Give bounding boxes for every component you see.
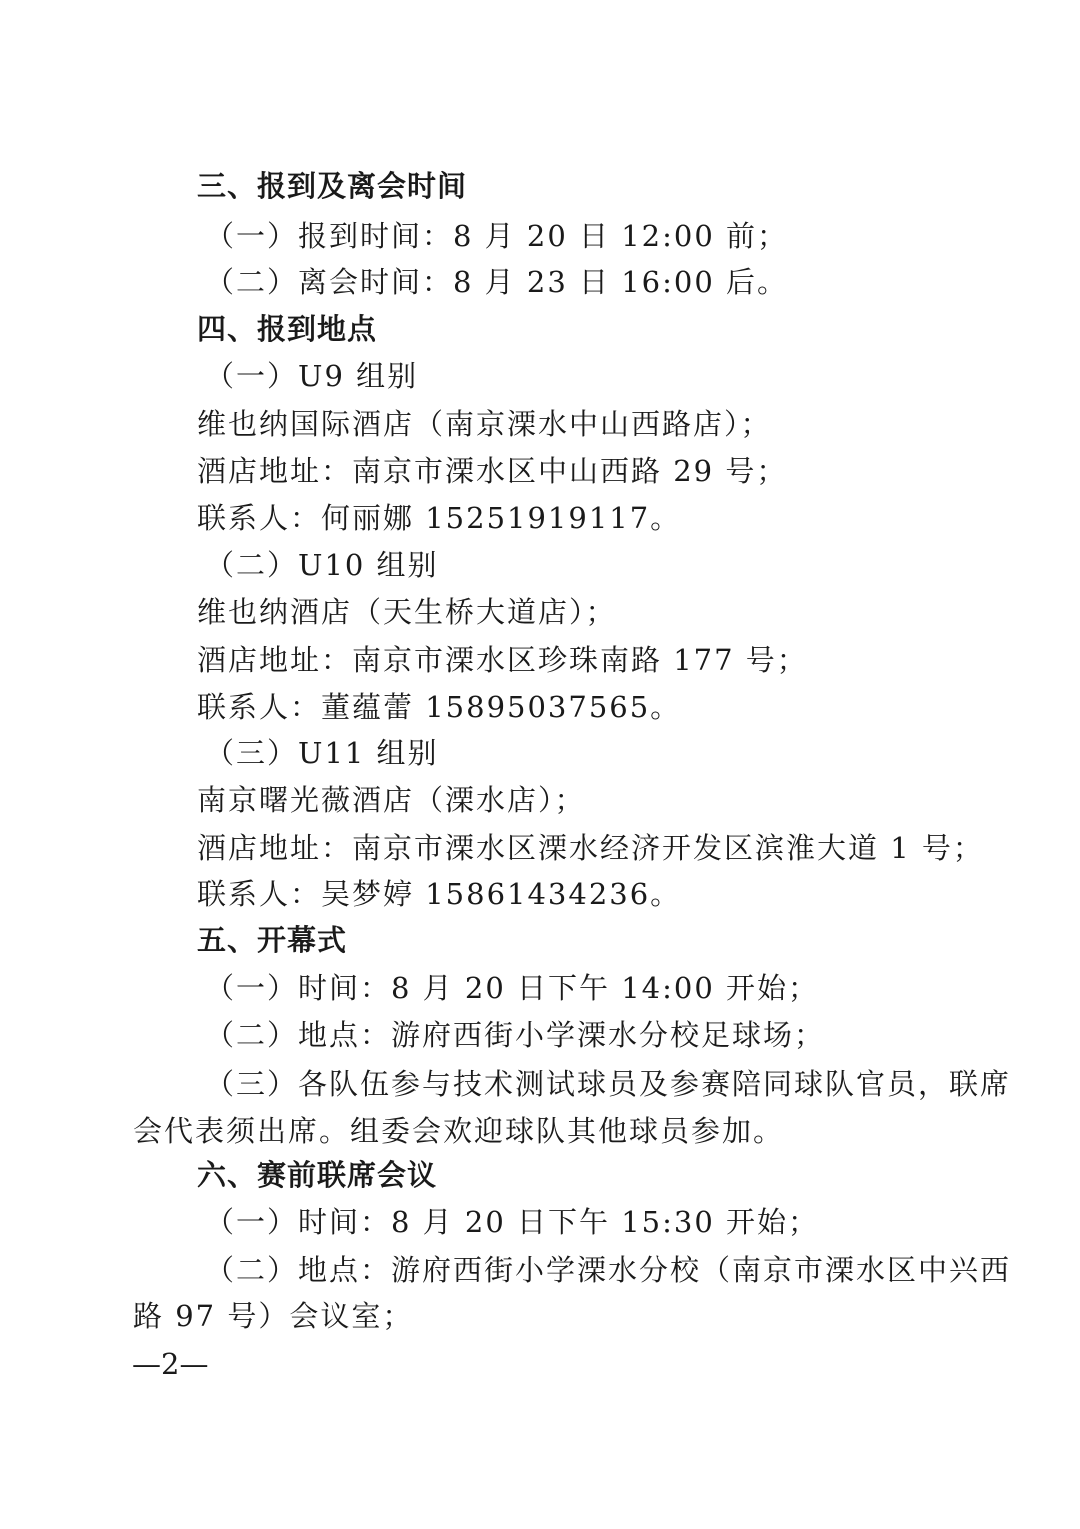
group-title-u10: （二）U10 组别: [205, 548, 439, 582]
contact-u11: 联系人：吴梦婷 15861434236。: [197, 877, 682, 911]
section-heading-registration-location: 四、报到地点: [197, 312, 378, 346]
contact-u9: 联系人：何丽娜 15251919117。: [197, 501, 682, 535]
hotel-name-u11: 南京曙光薇酒店（溧水店）；: [197, 783, 586, 817]
meeting-time-item: （一）时间：8 月 20 日下午 15:30 开始；: [205, 1205, 820, 1239]
departure-time-item: （二）离会时间：8 月 23 日 16:00 后。: [205, 265, 789, 299]
opening-location-item: （二）地点：游府西街小学溧水分校足球场；: [205, 1018, 826, 1052]
section-heading-pre-match-meeting: 六、赛前联席会议: [197, 1158, 438, 1192]
hotel-address-u9: 酒店地址：南京市溧水区中山西路 29 号；: [197, 454, 788, 488]
hotel-name-u10: 维也纳酒店（天生桥大道店）；: [197, 595, 617, 629]
hotel-address-u11: 酒店地址：南京市溧水区溧水经济开发区滨淮大道 1 号；: [197, 831, 984, 865]
group-title-u9: （一）U9 组别: [205, 359, 419, 393]
contact-u10: 联系人：董蕴蕾 15895037565。: [197, 690, 682, 724]
hotel-address-u10: 酒店地址：南京市溧水区珍珠南路 177 号；: [197, 643, 808, 677]
meeting-location-item-line2: 路 97 号）会议室；: [133, 1299, 414, 1333]
page-number: —2—: [132, 1347, 209, 1381]
opening-time-item: （一）时间：8 月 20 日下午 14:00 开始；: [205, 971, 820, 1005]
group-title-u11: （三）U11 组别: [205, 736, 439, 770]
meeting-location-item-line1: （二）地点：游府西街小学溧水分校（南京市溧水区中兴西: [205, 1253, 1012, 1287]
hotel-name-u9: 维也纳国际酒店（南京溧水中山西路店）；: [197, 407, 772, 441]
section-heading-opening-ceremony: 五、开幕式: [197, 923, 348, 957]
registration-time-item: （一）报到时间：8 月 20 日 12:00 前；: [205, 219, 789, 253]
opening-attendance-item-line2: 会代表须出席。组委会欢迎球队其他球员参加。: [133, 1114, 785, 1148]
opening-attendance-item-line1: （三）各队伍参与技术测试球员及参赛陪同球队官员，联席: [205, 1067, 1012, 1101]
section-heading-registration-time: 三、报到及离会时间: [197, 169, 468, 203]
